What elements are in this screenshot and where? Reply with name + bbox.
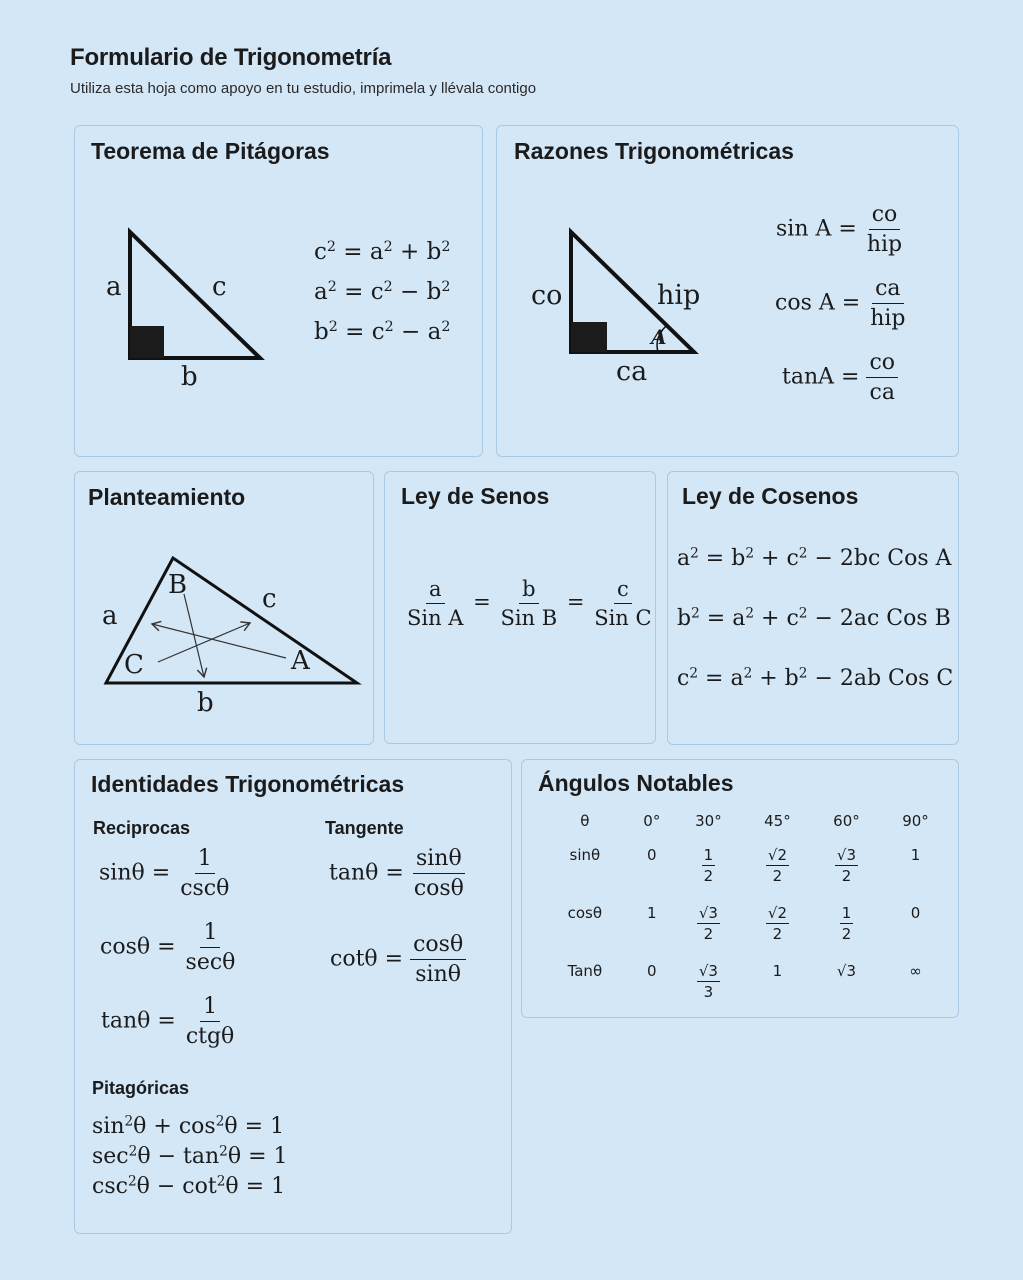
exponent: 2 bbox=[327, 279, 337, 296]
math-token: 1 bbox=[270, 1114, 285, 1139]
label-a: a bbox=[102, 601, 118, 631]
math-token: c bbox=[371, 319, 385, 345]
math-token: = bbox=[841, 290, 861, 316]
math-token: = bbox=[157, 1008, 176, 1034]
label-vertex-C: C bbox=[124, 650, 144, 680]
denominator: ca bbox=[869, 380, 895, 405]
card-title-razones: Razones Trigonométricas bbox=[514, 138, 794, 164]
numerator: b bbox=[519, 577, 538, 604]
exponent: 2 bbox=[798, 665, 808, 682]
cell-value: 0 bbox=[910, 904, 921, 922]
exponent: 2 bbox=[745, 605, 754, 622]
math-token: b bbox=[731, 546, 746, 571]
fraction bbox=[183, 994, 238, 1049]
table-cell bbox=[881, 904, 950, 962]
table-cell bbox=[674, 846, 743, 904]
denominator: cscθ bbox=[180, 876, 230, 901]
fraction bbox=[697, 904, 720, 943]
math-token: = bbox=[706, 606, 726, 631]
fraction bbox=[864, 202, 905, 257]
cell-value: 0 bbox=[647, 846, 657, 864]
table-header-cell: 90° bbox=[902, 812, 929, 830]
math-token: = bbox=[566, 590, 585, 614]
math-token: − 2ab Cos C bbox=[814, 666, 954, 691]
exponent: 2 bbox=[384, 319, 394, 336]
denominator: cosθ bbox=[413, 876, 464, 901]
fraction bbox=[404, 577, 466, 630]
card-title-identidades: Identidades Trigonométricas bbox=[91, 771, 405, 797]
fraction bbox=[867, 276, 908, 331]
math-token: b bbox=[426, 279, 442, 305]
math-token: + bbox=[759, 666, 778, 691]
numerator: 1 bbox=[841, 904, 852, 922]
math-token: a bbox=[677, 546, 691, 571]
math-token: a bbox=[732, 606, 746, 631]
math-token: cos bbox=[178, 1114, 216, 1139]
math-token: − bbox=[157, 1144, 176, 1169]
fraction bbox=[697, 962, 720, 1001]
label-c: c bbox=[212, 272, 227, 302]
row-label: cosθ bbox=[567, 904, 603, 922]
math-token: c bbox=[786, 606, 799, 631]
math-token: + bbox=[399, 239, 420, 265]
pythagorean-identity bbox=[92, 1174, 285, 1199]
math-token: = bbox=[248, 1144, 267, 1169]
math-token: cotθ bbox=[330, 946, 378, 972]
tangent-identity bbox=[330, 932, 466, 987]
fraction bbox=[766, 904, 789, 943]
ratio-formula bbox=[775, 276, 908, 331]
table-row bbox=[540, 962, 950, 1020]
math-token: = bbox=[157, 934, 176, 960]
exponent: 2 bbox=[383, 239, 393, 256]
cell-value: 1 bbox=[647, 904, 657, 922]
table-header-cell: 60° bbox=[833, 812, 860, 830]
math-token: = bbox=[473, 590, 491, 614]
table-row bbox=[540, 904, 950, 962]
math-token: − bbox=[399, 279, 420, 305]
cell-value: ∞ bbox=[909, 962, 922, 980]
table-header-cell: 0° bbox=[643, 812, 661, 830]
right-triangle-diagram bbox=[100, 220, 280, 370]
table-cell bbox=[630, 904, 674, 962]
table-cell bbox=[743, 962, 812, 1020]
label-vertex-A: A bbox=[291, 646, 310, 676]
math-token: = bbox=[245, 1174, 265, 1199]
math-token: a bbox=[314, 279, 328, 305]
math-token: + bbox=[153, 1114, 172, 1139]
subhead-reciprocas: Reciprocas bbox=[93, 818, 191, 838]
exponent: 2 bbox=[798, 605, 808, 622]
math-token: c bbox=[786, 546, 799, 571]
exponent: 2 bbox=[689, 665, 698, 682]
numerator: c bbox=[614, 577, 632, 604]
math-token: = bbox=[841, 364, 860, 390]
denominator: 2 bbox=[841, 925, 852, 943]
math-token: a bbox=[730, 666, 744, 691]
numerator: √2 bbox=[767, 904, 787, 922]
table-header-row bbox=[540, 812, 950, 846]
math-token: sinθ bbox=[99, 860, 145, 886]
numerator: co bbox=[869, 202, 901, 230]
law-of-cosines-formula bbox=[677, 666, 953, 691]
math-token: tanθ bbox=[329, 860, 379, 886]
math-token: sec bbox=[92, 1144, 129, 1169]
exponent: 2 bbox=[328, 319, 338, 336]
cell-value: 1 bbox=[772, 962, 783, 980]
denominator: ctgθ bbox=[185, 1024, 235, 1049]
fraction bbox=[497, 577, 560, 630]
numerator: cosθ bbox=[410, 932, 466, 960]
denominator: Sin A bbox=[407, 606, 464, 630]
math-token: b bbox=[677, 606, 692, 631]
exponent: 2 bbox=[128, 1143, 138, 1160]
math-token: b bbox=[784, 666, 799, 691]
reciprocal-identity bbox=[100, 920, 238, 975]
numerator: a bbox=[426, 577, 445, 604]
table-cell bbox=[881, 962, 950, 1020]
pythagoras-formula bbox=[314, 239, 450, 265]
table-cell bbox=[881, 846, 950, 904]
exponent: 2 bbox=[215, 1113, 225, 1130]
page-subtitle: Utiliza esta hoja como apoyo en tu estudio, imprimela y llévala contigo bbox=[70, 80, 537, 97]
fraction bbox=[411, 846, 467, 901]
math-token: − 2bc Cos A bbox=[814, 546, 952, 571]
math-token: θ bbox=[227, 1144, 242, 1169]
cell-value: 1 bbox=[910, 846, 921, 864]
table-row bbox=[540, 846, 950, 904]
table-cell bbox=[674, 962, 743, 1020]
math-token: − bbox=[401, 319, 421, 345]
exponent: 2 bbox=[690, 545, 699, 562]
math-token: cos A bbox=[775, 290, 835, 316]
fraction bbox=[183, 920, 239, 975]
math-token: c bbox=[370, 279, 384, 305]
denominator: Sin C bbox=[594, 606, 652, 630]
table-header-cell: 45° bbox=[764, 812, 791, 830]
reciprocal-identity bbox=[101, 994, 237, 1049]
angles-table bbox=[540, 812, 950, 1020]
label-co: co bbox=[531, 280, 563, 311]
math-token: a bbox=[427, 319, 442, 345]
math-token: c bbox=[314, 239, 327, 265]
math-token: = bbox=[705, 546, 725, 571]
card-title-senos: Ley de Senos bbox=[401, 483, 550, 509]
math-token: θ bbox=[137, 1144, 151, 1169]
math-token: b bbox=[426, 239, 442, 265]
math-token: = bbox=[384, 946, 404, 972]
denominator: 2 bbox=[841, 867, 852, 885]
math-token: = bbox=[244, 1114, 264, 1139]
exponent: 2 bbox=[798, 545, 808, 562]
math-token: = bbox=[385, 860, 404, 886]
denominator: 2 bbox=[772, 867, 783, 885]
pythagoras-formula bbox=[314, 319, 450, 345]
fraction bbox=[702, 846, 716, 885]
math-token: tanθ bbox=[101, 1008, 151, 1034]
math-token: − 2ac Cos B bbox=[814, 606, 951, 631]
math-token: csc bbox=[92, 1174, 128, 1199]
denominator: hip bbox=[870, 306, 906, 331]
math-token: θ bbox=[136, 1174, 150, 1199]
numerator: √3 bbox=[698, 904, 718, 922]
denominator: sinθ bbox=[415, 962, 462, 987]
subhead-tangente: Tangente bbox=[325, 818, 404, 838]
numerator: √2 bbox=[767, 846, 787, 864]
math-token: tanA bbox=[782, 364, 835, 390]
table-cell bbox=[630, 962, 674, 1020]
exponent: 2 bbox=[383, 279, 393, 296]
exponent: 2 bbox=[441, 279, 451, 296]
label-b: b bbox=[197, 688, 214, 718]
label-b: b bbox=[181, 362, 198, 392]
math-token: = bbox=[345, 319, 365, 345]
numerator: 1 bbox=[200, 994, 220, 1022]
math-token: cosθ bbox=[100, 934, 151, 960]
denominator: Sin B bbox=[500, 606, 558, 630]
numerator: co bbox=[866, 350, 898, 378]
label-a: a bbox=[106, 272, 122, 302]
denominator: hip bbox=[866, 232, 903, 257]
exponent: 2 bbox=[691, 605, 700, 622]
table-header-cell: θ bbox=[580, 812, 590, 830]
math-token: = bbox=[151, 860, 171, 886]
label-vertex-B: B bbox=[168, 570, 188, 600]
table-cell bbox=[812, 846, 881, 904]
exponent: 2 bbox=[127, 1173, 137, 1190]
math-token: cot bbox=[182, 1174, 217, 1199]
exponent: 2 bbox=[124, 1113, 134, 1130]
math-token: = bbox=[344, 279, 364, 305]
math-token: b bbox=[314, 319, 329, 345]
denominator: 3 bbox=[703, 983, 714, 1001]
tangent-identity bbox=[329, 846, 467, 901]
fraction bbox=[835, 846, 858, 885]
pythagoras-formula bbox=[314, 279, 450, 305]
cell-value: 0 bbox=[647, 962, 657, 980]
table-header-cell: 30° bbox=[695, 812, 722, 830]
math-token: θ bbox=[225, 1174, 239, 1199]
denominator: 2 bbox=[703, 925, 714, 943]
pythagorean-identity bbox=[92, 1144, 288, 1169]
numerator: √3 bbox=[836, 846, 857, 864]
math-token: a bbox=[369, 239, 384, 265]
table-cell bbox=[812, 904, 881, 962]
exponent: 2 bbox=[441, 319, 451, 336]
table-cell bbox=[743, 904, 812, 962]
math-token: = bbox=[838, 216, 857, 242]
math-token: = bbox=[343, 239, 363, 265]
pythagorean-identity bbox=[92, 1114, 284, 1139]
exponent: 2 bbox=[745, 545, 754, 562]
law-of-cosines-formula bbox=[677, 606, 951, 631]
numerator: ca bbox=[872, 276, 903, 304]
fraction bbox=[177, 846, 232, 901]
math-token: 1 bbox=[271, 1174, 286, 1199]
numerator: 1 bbox=[703, 846, 714, 864]
right-angle-marker bbox=[130, 326, 164, 358]
fraction bbox=[766, 846, 789, 885]
exponent: 2 bbox=[219, 1143, 228, 1160]
denominator: 2 bbox=[772, 925, 783, 943]
math-token: c bbox=[677, 666, 690, 691]
law-of-sines-formula bbox=[404, 577, 655, 630]
card-title-cosenos: Ley de Cosenos bbox=[682, 483, 859, 509]
label-c: c bbox=[262, 584, 277, 614]
reciprocal-identity bbox=[99, 846, 232, 901]
cell-value: √3 bbox=[836, 962, 857, 980]
card-title-planteamiento: Planteamiento bbox=[88, 484, 246, 510]
math-token: + bbox=[761, 546, 780, 571]
exponent: 2 bbox=[743, 665, 753, 682]
math-token: sin bbox=[92, 1114, 125, 1139]
row-label: sinθ bbox=[569, 846, 601, 864]
law-of-cosines-formula bbox=[677, 546, 952, 571]
fraction bbox=[410, 932, 466, 987]
math-token: sin A bbox=[776, 216, 832, 242]
card-title-angulos: Ángulos Notables bbox=[538, 770, 734, 796]
table-cell bbox=[743, 846, 812, 904]
table-cell bbox=[674, 904, 743, 962]
label-angle-A: A bbox=[651, 325, 667, 349]
math-token: − bbox=[156, 1174, 176, 1199]
table-cell bbox=[630, 846, 674, 904]
fraction bbox=[866, 350, 898, 405]
card-title-pitagoras: Teorema de Pitágoras bbox=[91, 138, 330, 164]
exponent: 2 bbox=[216, 1173, 226, 1190]
math-token: θ bbox=[224, 1114, 238, 1139]
math-token: + bbox=[761, 606, 780, 631]
numerator: sinθ bbox=[413, 846, 465, 874]
exponent: 2 bbox=[441, 239, 451, 256]
numerator: √3 bbox=[698, 962, 718, 980]
ratio-formula bbox=[776, 202, 905, 257]
math-token: 1 bbox=[273, 1144, 288, 1169]
label-hip: hip bbox=[657, 280, 701, 311]
page-title: Formulario de Trigonometría bbox=[70, 44, 392, 71]
fraction bbox=[591, 577, 654, 630]
label-ca: ca bbox=[616, 356, 648, 387]
fraction bbox=[840, 904, 854, 943]
numerator: 1 bbox=[200, 920, 220, 948]
subhead-pitagoricas: Pitagóricas bbox=[92, 1078, 190, 1098]
denominator: secθ bbox=[185, 950, 236, 975]
math-token: tan bbox=[183, 1144, 220, 1169]
math-token: θ bbox=[133, 1114, 147, 1139]
right-angle-marker bbox=[571, 322, 607, 352]
row-label: Tanθ bbox=[567, 962, 603, 980]
table-cell bbox=[812, 962, 881, 1020]
numerator: 1 bbox=[195, 846, 215, 874]
exponent: 2 bbox=[326, 239, 336, 256]
math-token: = bbox=[705, 666, 724, 691]
ratio-formula bbox=[782, 350, 898, 405]
denominator: 2 bbox=[703, 867, 714, 885]
